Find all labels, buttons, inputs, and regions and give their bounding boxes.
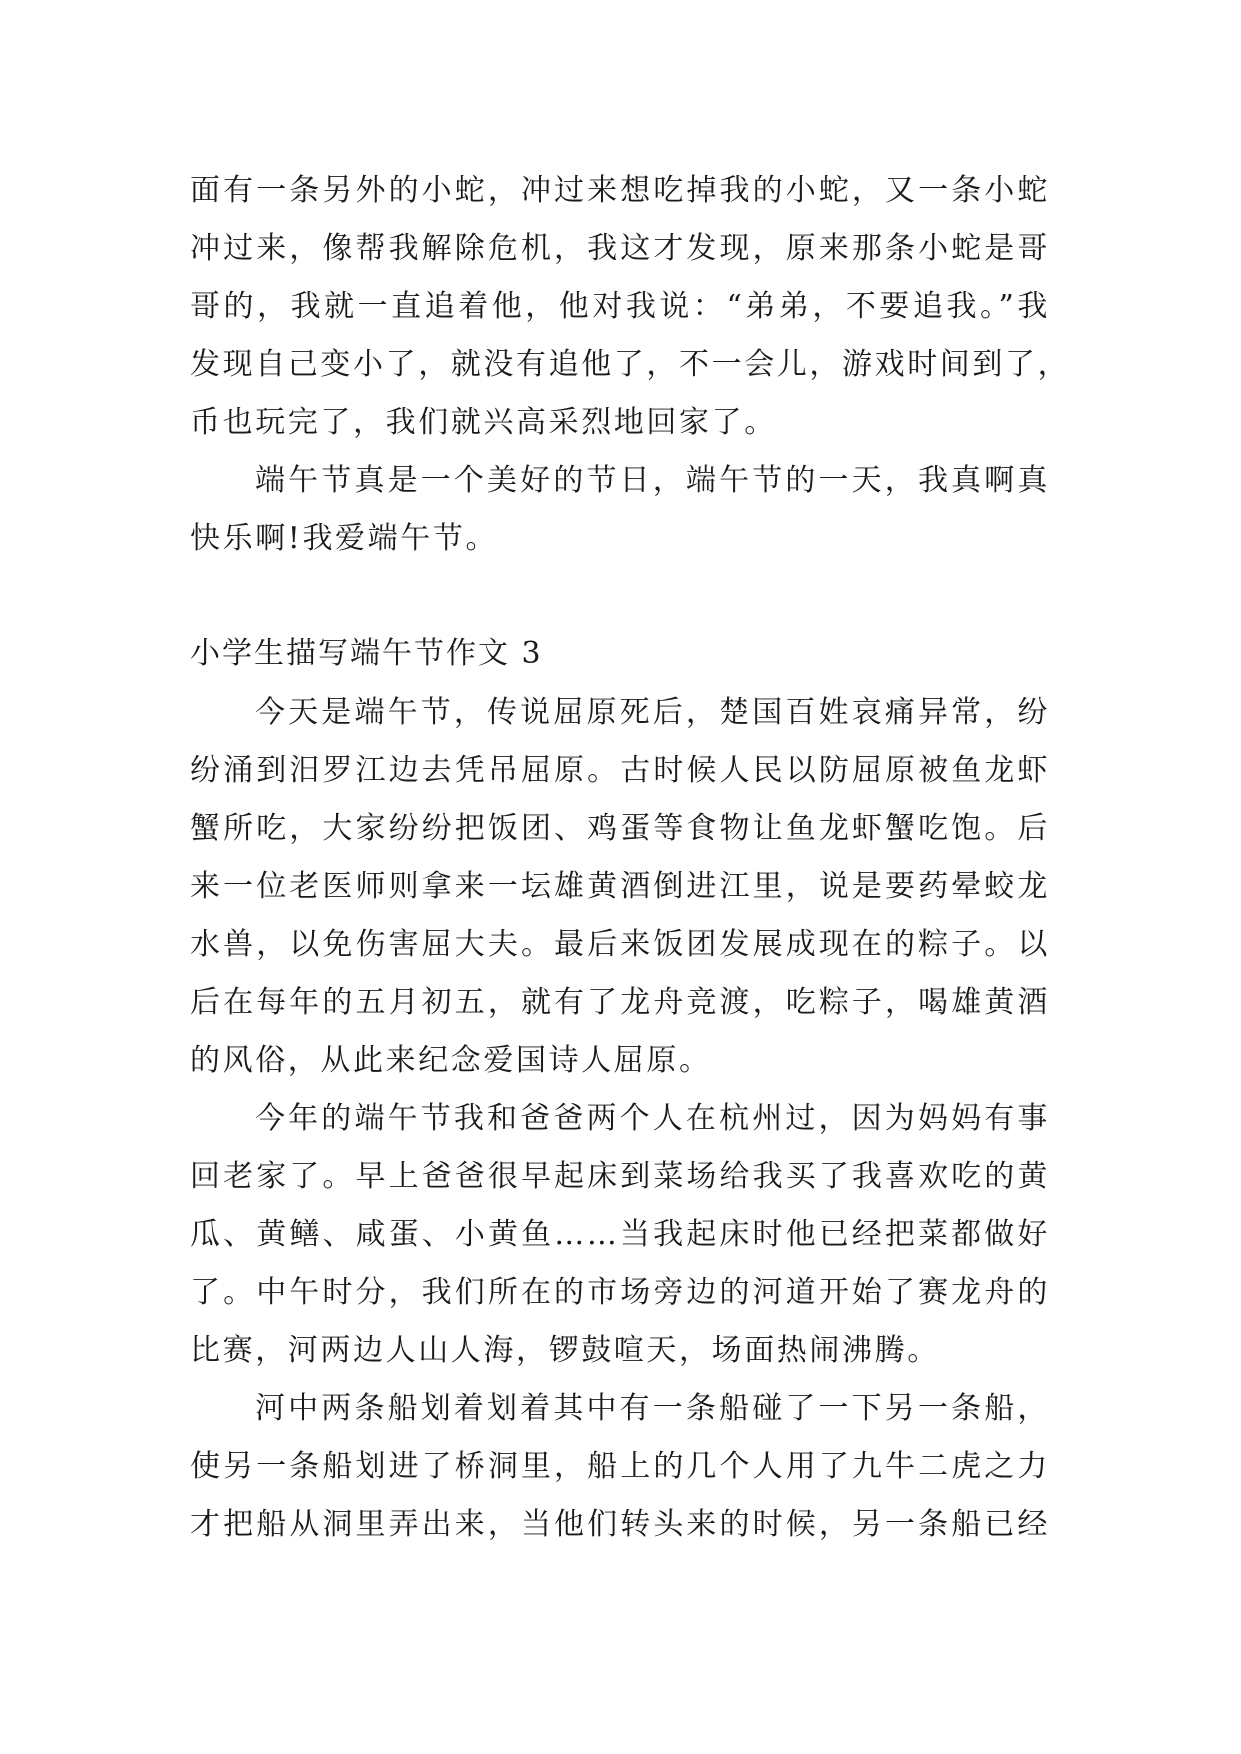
- section-heading: 小学生描写端午节作文 3: [190, 636, 543, 671]
- text-line: 今年的端午节我和爸爸两个人在杭州过，因为妈妈有事: [255, 1101, 1050, 1136]
- text-line: 发现自己变小了，就没有追他了，不一会儿，游戏时间到了，: [190, 347, 1071, 382]
- text-line: 比赛，河两边人山人海，锣鼓喧天，场面热闹沸腾。: [190, 1333, 940, 1368]
- text-line: 水兽，以免伤害屈大夫。最后来饭团发展成现在的粽子。以: [190, 927, 1050, 962]
- text-line: 快乐啊!我爱端午节。: [190, 521, 499, 556]
- text-line: 回老家了。早上爸爸很早起床到菜场给我买了我喜欢吃的黄: [190, 1159, 1050, 1194]
- text-line: 蟹所吃，大家纷纷把饭团、鸡蛋等食物让鱼龙虾蟹吃饱。后: [190, 811, 1050, 846]
- text-line: 冲过来，像帮我解除危机，我这才发现，原来那条小蛇是哥: [190, 231, 1050, 266]
- text-line: 纷涌到汨罗江边去凭吊屈原。古时候人民以防屈原被鱼龙虾: [190, 753, 1050, 788]
- text-line: 了。中午时分，我们所在的市场旁边的河道开始了赛龙舟的: [190, 1275, 1050, 1310]
- text-line: 才把船从洞里弄出来，当他们转头来的时候，另一条船已经: [190, 1507, 1050, 1542]
- text-line: 的风俗，从此来纪念爱国诗人屈原。: [190, 1043, 712, 1078]
- text-line: 来一位老医师则拿来一坛雄黄酒倒进江里，说是要药晕蛟龙: [190, 869, 1050, 904]
- text-line: 河中两条船划着划着其中有一条船碰了一下另一条船，: [255, 1391, 1050, 1426]
- text-line: 端午节真是一个美好的节日，端午节的一天，我真啊真: [255, 463, 1050, 498]
- text-line: 瓜、黄鳝、咸蛋、小黄鱼……当我起床时他已经把菜都做好: [190, 1217, 1050, 1252]
- text-line: 今天是端午节，传说屈原死后，楚国百姓哀痛异常，纷: [255, 695, 1050, 730]
- text-line: 哥的，我就一直追着他，他对我说：“弟弟，不要追我。”我: [190, 289, 1050, 324]
- text-line: 币也玩完了，我们就兴高采烈地回家了。: [190, 405, 777, 440]
- text-line: 面有一条另外的小蛇，冲过来想吃掉我的小蛇，又一条小蛇: [190, 173, 1050, 208]
- text-line: 使另一条船划进了桥洞里，船上的几个人用了九牛二虎之力: [190, 1449, 1050, 1484]
- text-line: 后在每年的五月初五，就有了龙舟竞渡，吃粽子，喝雄黄酒: [190, 985, 1050, 1020]
